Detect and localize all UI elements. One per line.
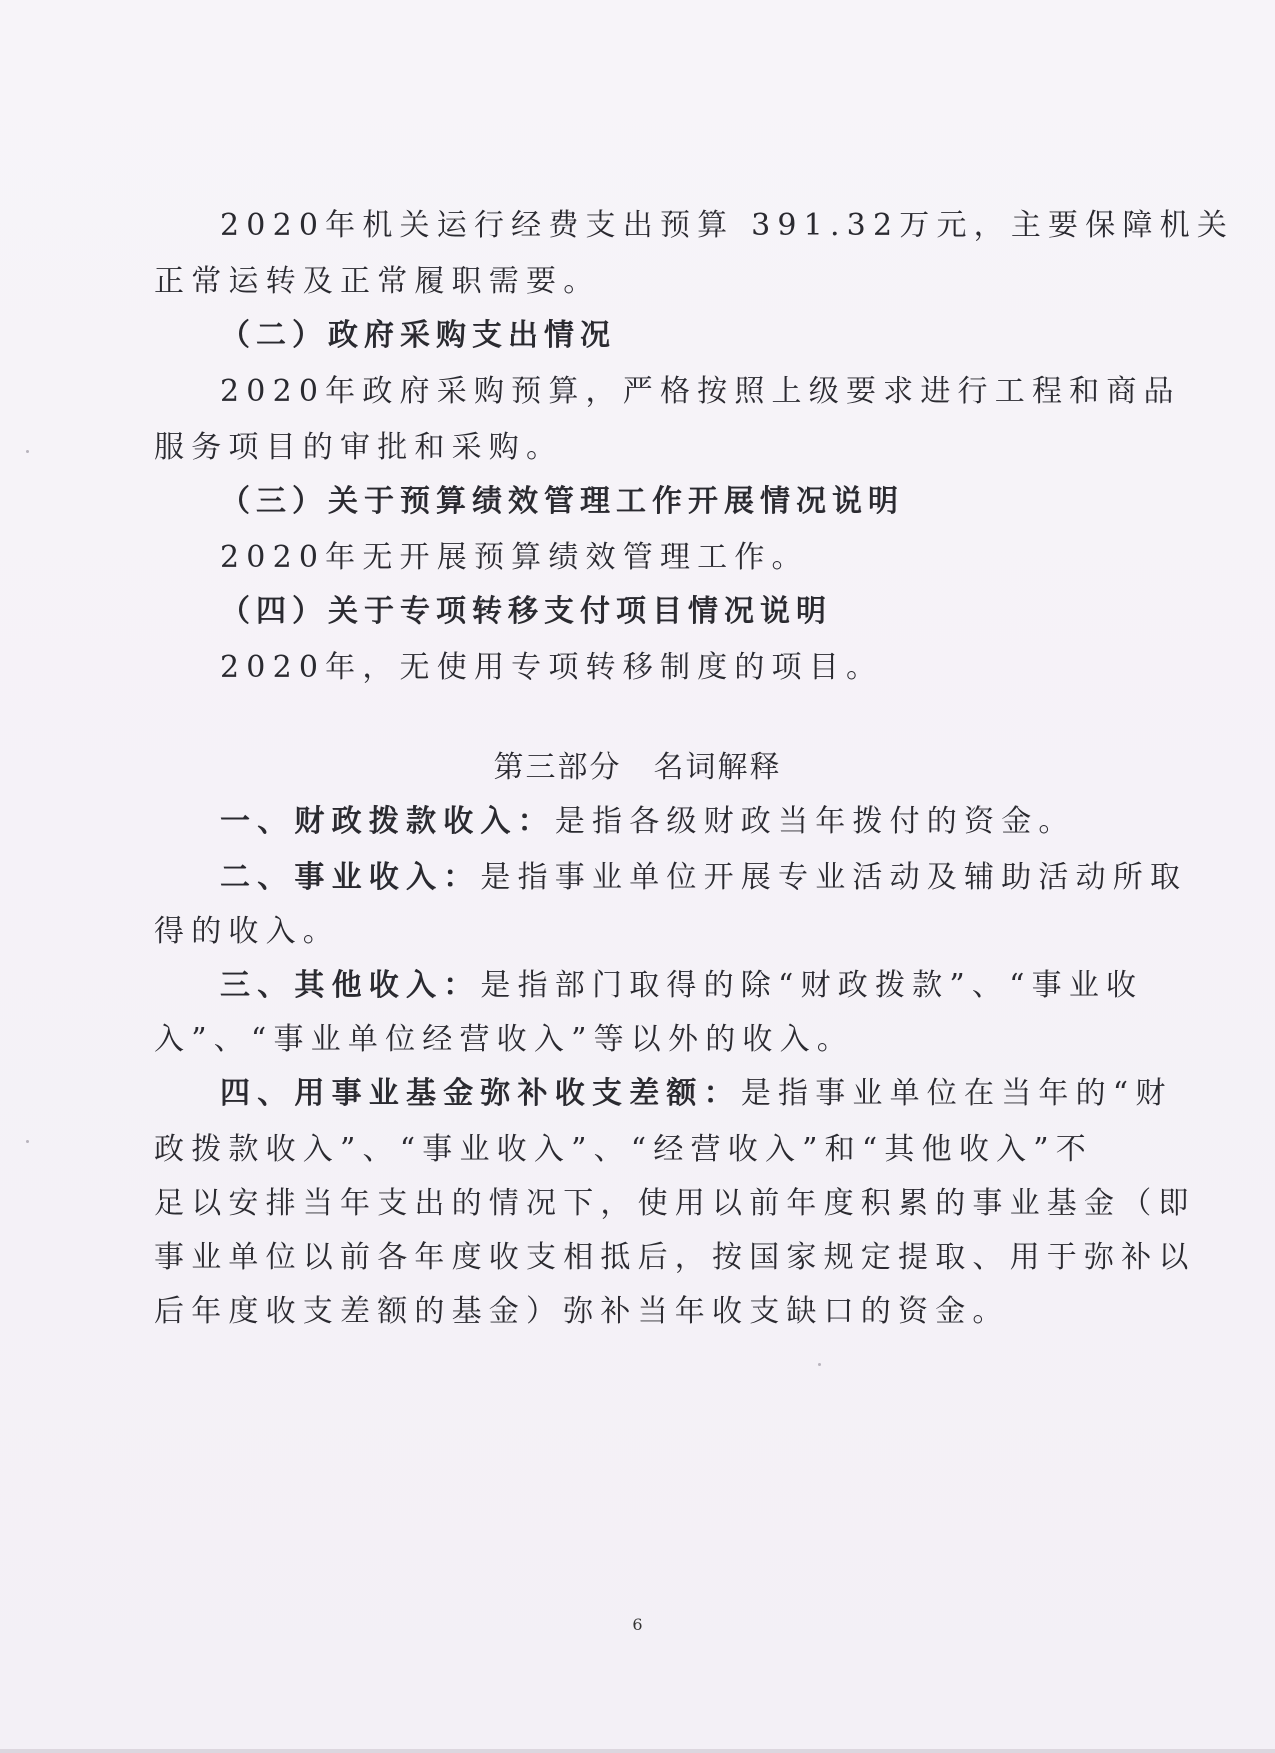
term-definition: [220, 966, 1144, 1006]
paragraph-line: 政拨款收入”、“事业收入”、“经营收入”和“其他收入”不: [154, 1132, 1093, 1167]
paragraph-line: 2020年机关运行经费支出预算 391.32万元，主要保障机关: [220, 208, 1235, 243]
term-text: 是指事业单位开展专业活动及辅助活动所取: [480, 860, 1188, 895]
page-number: 6: [632, 1615, 643, 1634]
subsection-heading: （二）政府采购支出情况: [220, 318, 616, 353]
paragraph-line: 2020年政府采购预算，严格按照上级要求进行工程和商品: [220, 374, 1181, 409]
paragraph-line: 得的收入。: [154, 914, 340, 949]
term-definition: [220, 802, 1090, 842]
paragraph-line: 正常运转及正常履职需要。: [154, 264, 601, 299]
paragraph-line: 服务项目的审批和采购。: [154, 430, 564, 465]
paragraph-line: 2020年，无使用专项转移制度的项目。: [220, 650, 884, 685]
paragraph-line: 事业单位以前各年度收支相抵后，按国家规定提取、用于弥补以: [154, 1240, 1196, 1275]
paragraph-line: 足以安排当年支出的情况下，使用以前年度积累的事业基金（即: [154, 1186, 1196, 1221]
term-text: 是指事业单位在当年的“财: [740, 1076, 1173, 1111]
term-label: 三、其他收入：: [220, 968, 481, 1003]
subsection-heading: （三）关于预算绩效管理工作开展情况说明: [220, 484, 904, 519]
paragraph-line: 后年度收支差额的基金）弥补当年收支缺口的资金。: [154, 1294, 1010, 1329]
paragraph-line: 入”、“事业单位经营收入”等以外的收入。: [154, 1022, 855, 1057]
term-label: 二、事业收入：: [220, 860, 481, 895]
term-definition: [220, 1074, 1173, 1114]
paragraph-line: 2020年无开展预算绩效管理工作。: [220, 540, 809, 575]
term-definition: [220, 858, 1188, 898]
section-title: 第三部分 名词解释: [493, 750, 782, 785]
scan-speck: [818, 1363, 821, 1366]
term-text: 是指部门取得的除“财政拨款”、“事业收: [480, 968, 1144, 1003]
scan-edge: [0, 1749, 1275, 1753]
scan-speck: [26, 1140, 29, 1143]
term-label: 一、财政拨款收入：: [220, 804, 555, 839]
term-label: 四、用事业基金弥补收支差额：: [220, 1076, 741, 1111]
term-text: 是指各级财政当年拨付的资金。: [554, 804, 1076, 839]
subsection-heading: （四）关于专项转移支付项目情况说明: [220, 594, 832, 629]
scan-speck: [26, 450, 29, 453]
